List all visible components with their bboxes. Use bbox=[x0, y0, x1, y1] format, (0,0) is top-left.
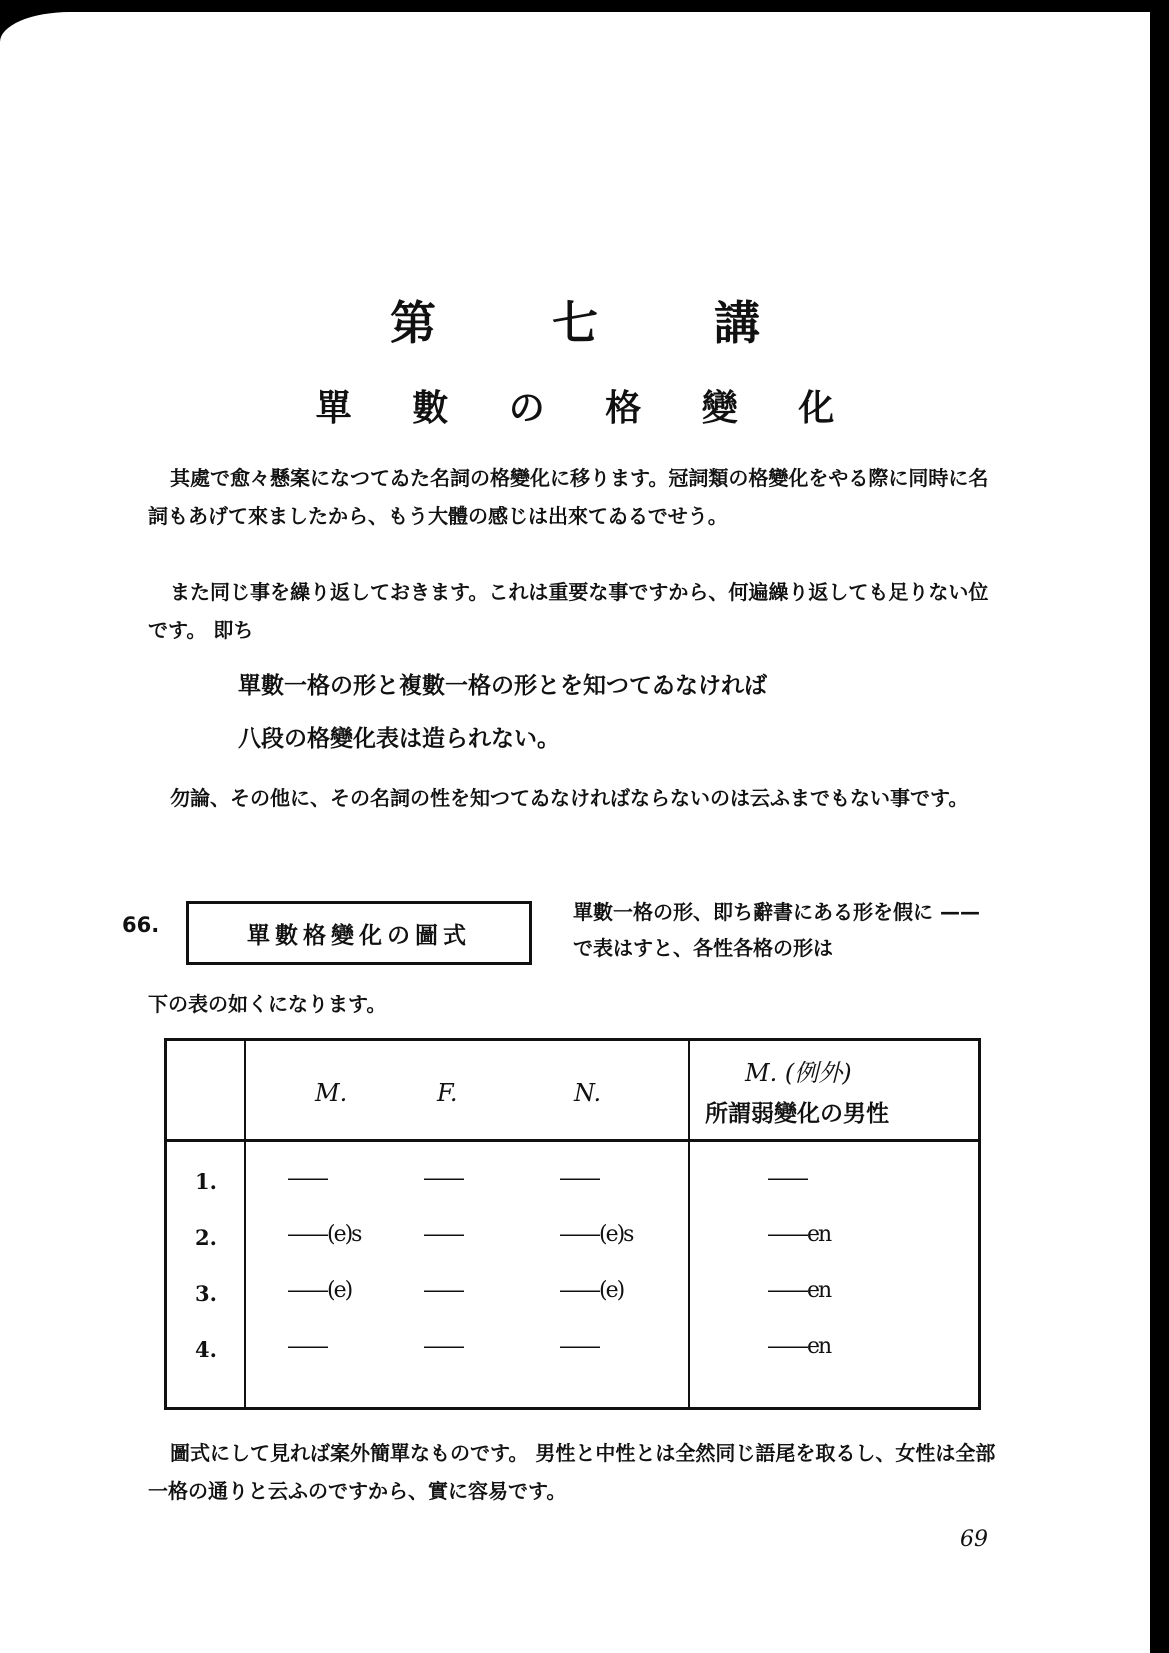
cell-n: ——(e) bbox=[559, 1278, 624, 1303]
scan-edge bbox=[1150, 0, 1169, 1653]
quote-line-1: 單數一格の形と複數一格の形とを知つてゐなければ bbox=[238, 673, 767, 699]
section-side-text: 單數一格の形、即ち辭書にある形を假に —— で表はすと、各性各格の形は bbox=[573, 900, 980, 960]
section-title-box bbox=[186, 901, 532, 965]
row-num: 3. bbox=[195, 1281, 217, 1306]
table-divider-num bbox=[244, 1041, 246, 1407]
page-number: 69 bbox=[960, 1527, 988, 1552]
cell-ex: ——en bbox=[767, 1334, 831, 1359]
section-number: 66. bbox=[122, 913, 160, 937]
header-exception-desc: 所謂弱變化の男性 bbox=[705, 1101, 889, 1127]
section-title: 單數格變化の圖式 bbox=[247, 922, 471, 949]
table-header-rule bbox=[167, 1139, 978, 1142]
row-num: 2. bbox=[195, 1225, 217, 1250]
chapter-title: 第 七 講 bbox=[389, 296, 811, 350]
cell-f: —— bbox=[423, 1222, 463, 1247]
cell-n: —— bbox=[559, 1334, 599, 1359]
book-page bbox=[0, 12, 1150, 1653]
cell-f: —— bbox=[423, 1278, 463, 1303]
cell-m: ——(e) bbox=[287, 1278, 352, 1303]
cell-m: —— bbox=[287, 1166, 327, 1191]
paragraph-repeat: また同じ事を繰り返しておきます。これは重要な事ですから、何遍繰り返しても足りない位です。 即ち bbox=[148, 580, 989, 642]
cell-ex: —— bbox=[767, 1166, 807, 1191]
quote-line-2: 八段の格變化表は造られない。 bbox=[238, 726, 560, 752]
paragraph-gender: 勿論、その他に、その名詞の性を知つてゐなければならないのは云ふまでもない事です。 bbox=[170, 786, 969, 810]
row-num: 4. bbox=[195, 1337, 217, 1362]
cell-m: ——(e)s bbox=[287, 1222, 361, 1247]
cell-f: —— bbox=[423, 1166, 463, 1191]
cell-n: ——(e)s bbox=[559, 1222, 633, 1247]
table-divider-exception bbox=[688, 1041, 690, 1407]
paragraph-intro: 其處で愈々懸案になつてゐた名詞の格變化に移ります。冠詞類の格變化をやる際に同時に名詞もあげて來ましたから、もう大體の感じは出來てゐるでせう。 bbox=[148, 466, 989, 528]
cell-ex: ——en bbox=[767, 1278, 831, 1303]
cell-ex: ——en bbox=[767, 1222, 831, 1247]
cell-n: —— bbox=[559, 1166, 599, 1191]
header-neuter: N. bbox=[574, 1079, 602, 1107]
chapter-subtitle: 單 數 の 格 變 化 bbox=[315, 388, 859, 429]
header-feminine: F. bbox=[437, 1079, 458, 1107]
cell-m: —— bbox=[287, 1334, 327, 1359]
declension-table bbox=[164, 1038, 981, 1410]
header-masculine: M. bbox=[315, 1079, 348, 1107]
section-continuation: 下の表の如くになります。 bbox=[148, 992, 387, 1016]
cell-f: —— bbox=[423, 1334, 463, 1359]
paragraph-summary: 圖式にして見れば案外簡單なものです。 男性と中性とは全然同じ語尾を取るし、女性は全部一格の通りと云ふのですから、實に容易です。 bbox=[148, 1441, 996, 1503]
header-exception: M. (例外) bbox=[745, 1059, 852, 1087]
row-num: 1. bbox=[195, 1169, 217, 1194]
